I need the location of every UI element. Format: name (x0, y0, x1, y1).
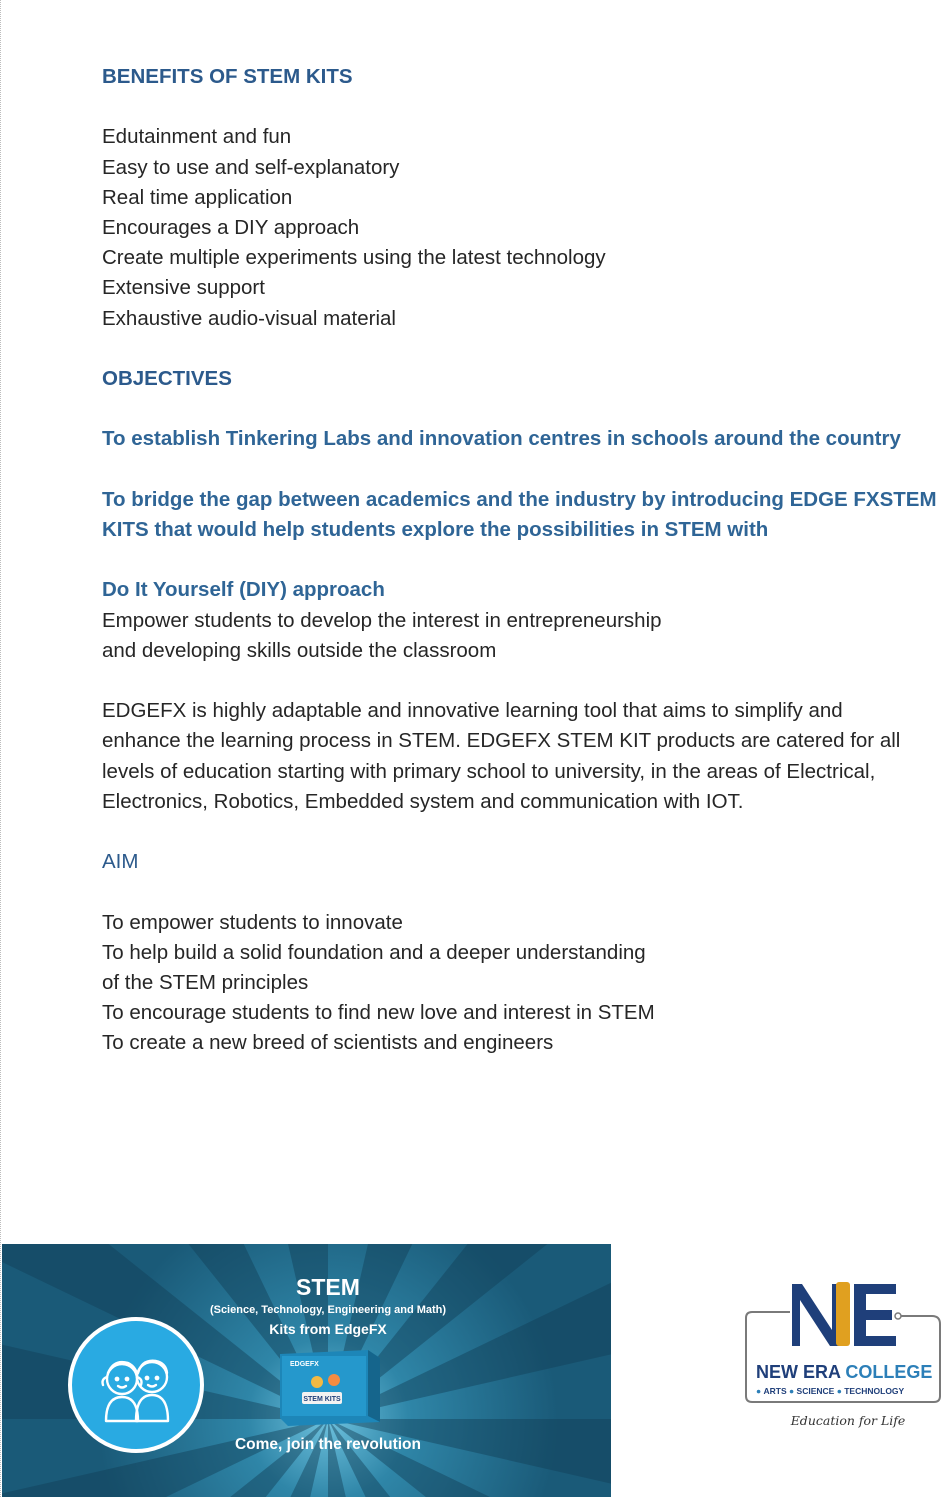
college-name (756, 1362, 933, 1383)
benefit-item: Edutainment and fun (102, 125, 292, 149)
objective-tinkering-labs: To establish Tinkering Labs and innovation centres in schools around the country (102, 427, 901, 451)
benefits-heading: BENEFITS OF STEM KITS (102, 65, 353, 88)
stem-kit-box-image (272, 1344, 388, 1428)
discipline-arts: ARTS (763, 1386, 787, 1396)
objective-bridge-gap-line2: KITS that would help students explore the possibilities in STEM with (102, 517, 769, 541)
edgefx-paragraph-line: EDGEFX is highly adaptable and innovative learning tool that aims to simplify and (102, 699, 843, 723)
box-label-text: STEM KITS (303, 1396, 341, 1403)
benefit-item: Create multiple experiments using the latest technology (102, 246, 606, 270)
aim-heading: AIM (102, 850, 139, 874)
main-content (102, 62, 950, 1059)
benefit-item: Exhaustive audio-visual material (102, 306, 396, 330)
diy-text-line2: and developing skills outside the classroom (102, 638, 497, 662)
college-disciplines: ● ARTS ● SCIENCE ● TECHNOLOGY (756, 1386, 905, 1396)
aim-item: To create a new breed of scientists and engineers (102, 1031, 554, 1055)
aim-item: To help build a solid foundation and a deeper understanding (102, 940, 646, 964)
left-dotted-rule (0, 0, 1, 1497)
benefit-item: Real time application (102, 185, 293, 209)
edgefx-paragraph-line: Electronics, Robotics, Embedded system and communication with IOT. (102, 789, 744, 813)
banner-subtitle: (Science, Technology, Engineering and Math) (209, 1304, 447, 1316)
banner-cta: Come, join the revolution (234, 1436, 421, 1453)
banner-title: STEM (296, 1274, 360, 1300)
edgefx-paragraph-line: levels of education starting with primary school to university, in the areas of Electrical, (102, 759, 876, 783)
aim-item: To empower students to innovate (102, 910, 403, 934)
college-tagline: Education for Life (790, 1413, 906, 1428)
college-name-part2: COLLEGE (845, 1362, 933, 1382)
diy-heading: Do It Yourself (DIY) approach (102, 578, 385, 602)
objective-bridge-gap-line1: To bridge the gap between academics and the industry by introducing EDGE FXSTEM (102, 487, 937, 511)
children-circle (68, 1317, 204, 1453)
benefit-item: Easy to use and self-explanatory (102, 155, 400, 179)
benefit-item: Extensive support (102, 276, 265, 300)
new-era-college-logo (736, 1278, 948, 1438)
edgefx-paragraph-line: enhance the learning process in STEM. EDGEFX STEM KIT products are catered for all (102, 729, 901, 753)
aim-item: To encourage students to find new love and interest in STEM (102, 1001, 655, 1025)
discipline-science: SCIENCE (796, 1386, 835, 1396)
objectives-heading: OBJECTIVES (102, 367, 232, 390)
box-brand-text: EDGEFX (290, 1361, 319, 1368)
banner-kits-line: Kits from EdgeFX (269, 1321, 387, 1337)
college-name-part1: NEW ERA (756, 1362, 841, 1382)
benefit-item: Encourages a DIY approach (102, 216, 360, 239)
diy-text-line1: Empower students to develop the interest in entrepreneurship (102, 608, 662, 632)
children-icon (72, 1321, 200, 1449)
discipline-technology: TECHNOLOGY (844, 1386, 905, 1396)
aim-item: of the STEM principles (102, 970, 309, 994)
stem-kits-banner (2, 1244, 611, 1497)
